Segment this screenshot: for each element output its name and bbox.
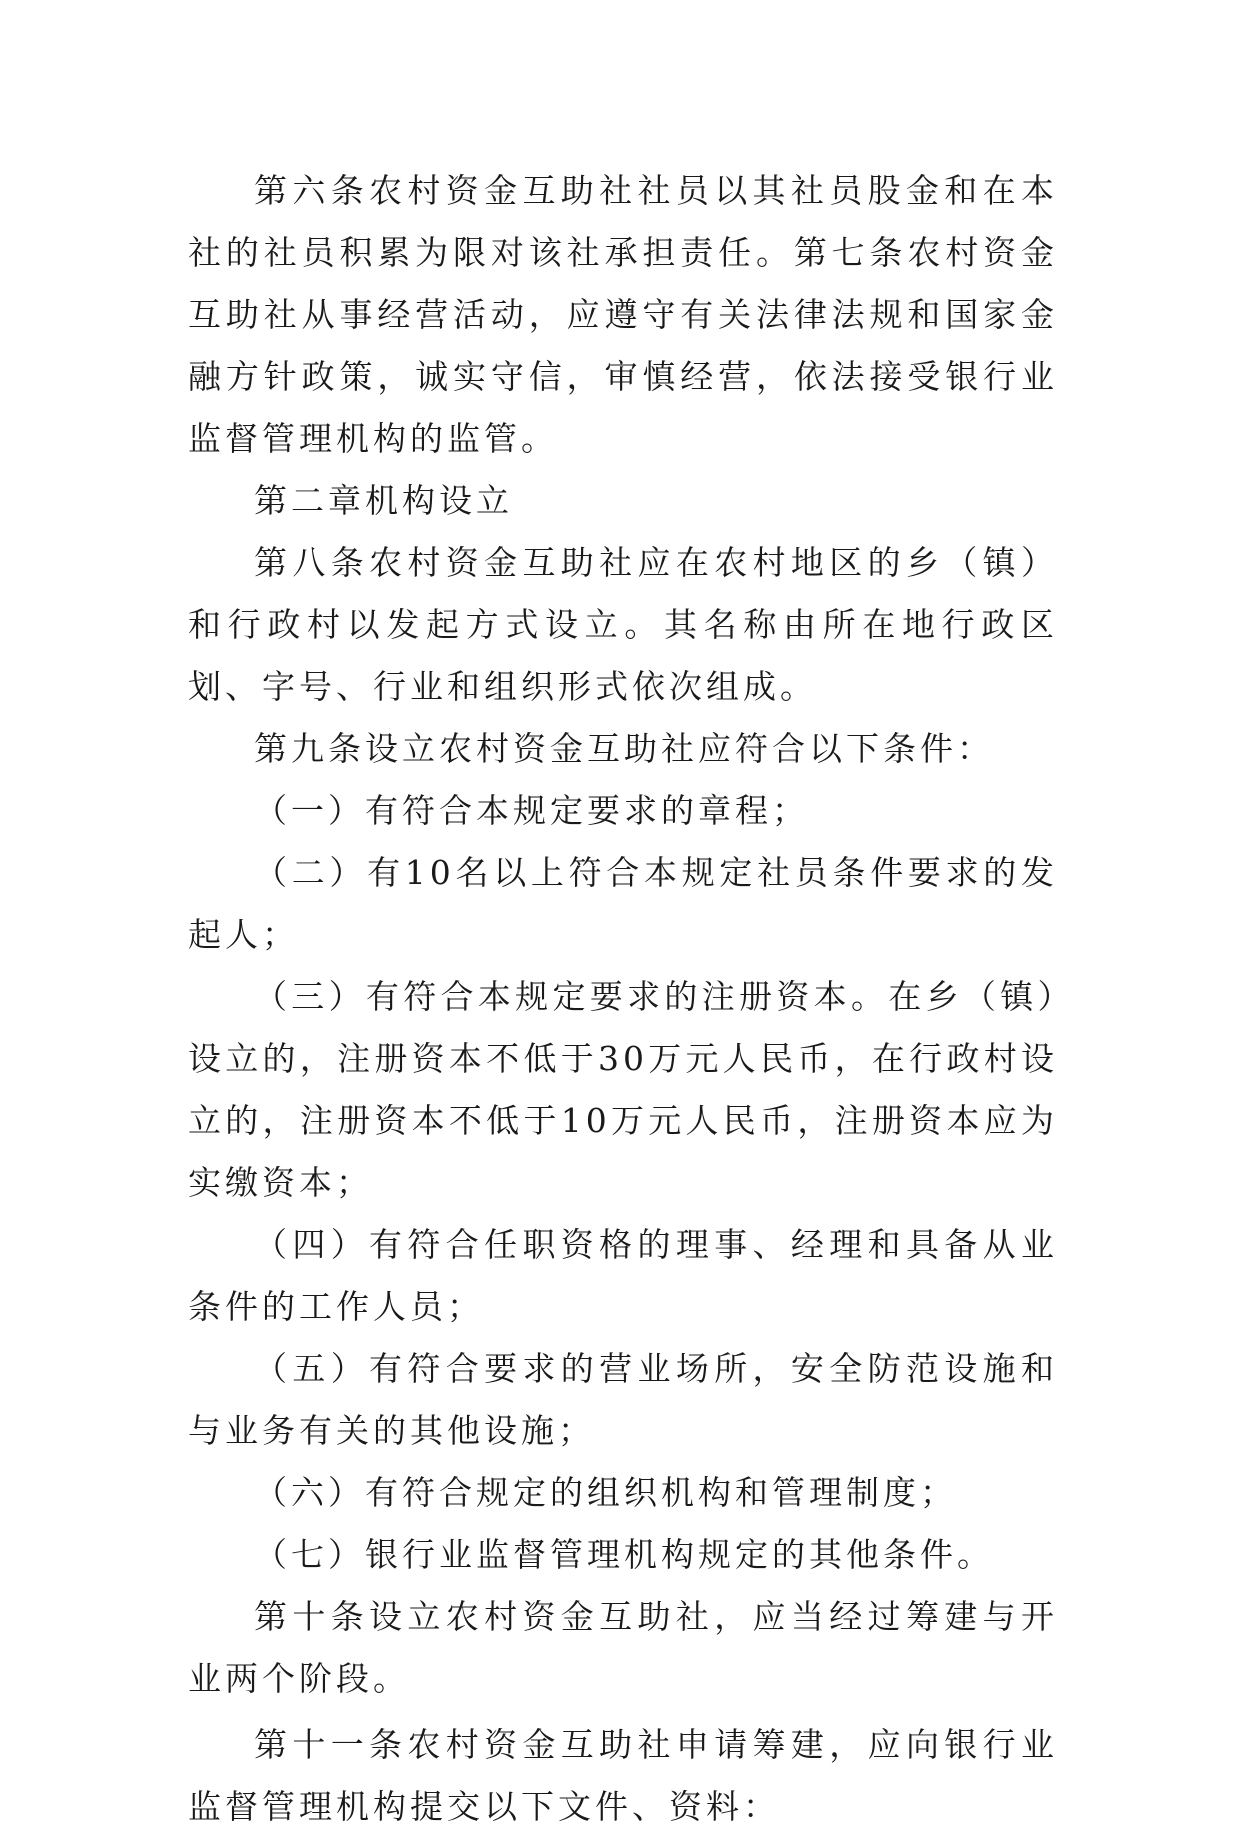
list-item-7: （七）银行业监督管理机构规定的其他条件。	[254, 1535, 994, 1574]
paragraph-article-11: 第十一条农村资金互助社申请筹建，应向银行业监督管理机构提交以下文件、资料：	[188, 1725, 1058, 1826]
list-item-5: （五）有符合要求的营业场所，安全防范设施和与业务有关的其他设施；	[188, 1349, 1058, 1450]
list-item-1: （一）有符合本规定要求的章程；	[254, 791, 809, 830]
document-page	[188, 160, 1058, 1838]
paragraph-article-9: 第九条设立农村资金互助社应符合以下条件：	[254, 729, 994, 768]
paragraph-article-8: 第八条农村资金互助社应在农村地区的乡（镇）和行政村以发起方式设立。其名称由所在地行政区划、字号、行业和组织形式依次组成。	[188, 543, 1058, 706]
list-item-6: （六）有符合规定的组织机构和管理制度；	[254, 1473, 957, 1512]
paragraph-article-6-7: 第六条农村资金互助社社员以其社员股金和在本社的社员积累为限对该社承担责任。第七条农村资金互助社从事经营活动，应遵守有关法律法规和国家金融方针政策，诚实守信，审慎经营，依法接受银行业监督管理机构的监管。	[188, 171, 1058, 458]
list-item-4: （四）有符合任职资格的理事、经理和具备从业条件的工作人员；	[188, 1225, 1058, 1326]
paragraph-article-10: 第十条设立农村资金互助社，应当经过筹建与开业两个阶段。	[188, 1597, 1058, 1698]
chapter-heading: 第二章机构设立	[254, 481, 513, 520]
list-item-3: （三）有符合本规定要求的注册资本。在乡（镇）设立的，注册资本不低于30万元人民币，在行政村设立的，注册资本不低于10万元人民币，注册资本应为实缴资本；	[188, 977, 1058, 1202]
list-item-2: （二）有10名以上符合本规定社员条件要求的发起人；	[188, 853, 1058, 954]
